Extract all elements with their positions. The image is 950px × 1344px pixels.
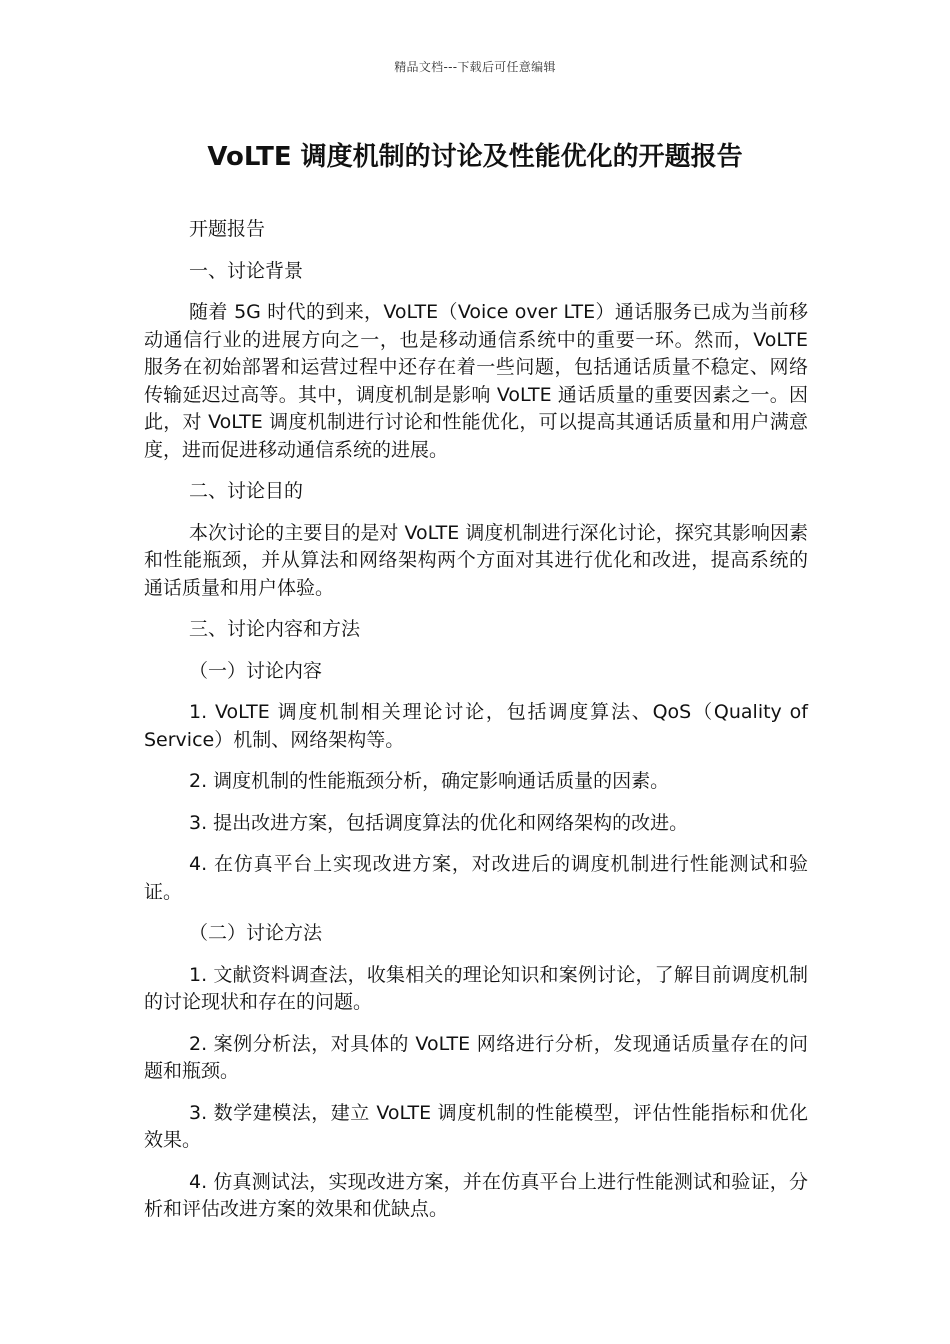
header-note: 精品文档---下载后可任意编辑 bbox=[394, 60, 556, 74]
method-item-3: 3. 数学建模法，建立 VoLTE 调度机制的性能模型，评估性能指标和优化效果。 bbox=[144, 1101, 808, 1151]
document-title: VoLTE 调度机制的讨论及性能优化的开题报告 bbox=[207, 142, 743, 172]
paragraph-purpose: 本次讨论的主要目的是对 VoLTE 调度机制进行深化讨论，探究其影响因素和性能瓶颈，并从算法和网络架构两个方面对其进行优化和改进，提高系统的通话质量和用户体验。 bbox=[144, 521, 808, 599]
section-heading-purpose: 二、讨论目的 bbox=[189, 480, 304, 502]
section-heading-report: 开题报告 bbox=[189, 218, 266, 240]
method-item-2: 2. 案例分析法，对具体的 VoLTE 网络进行分析，发现通话质量存在的问题和瓶颈。 bbox=[144, 1032, 808, 1082]
method-item-1: 1. 文献资料调查法，收集相关的理论知识和案例讨论，了解目前调度机制的讨论现状和存在的问题。 bbox=[144, 963, 808, 1013]
content-item-2: 2. 调度机制的性能瓶颈分析，确定影响通话质量的因素。 bbox=[189, 770, 670, 792]
subheading-method: （二）讨论方法 bbox=[189, 922, 323, 944]
document-body bbox=[144, 216, 808, 1238]
section-heading-background: 一、讨论背景 bbox=[189, 259, 304, 282]
content-item-4: 4. 在仿真平台上实现改进方案，对改进后的调度机制进行性能测试和验证。 bbox=[144, 853, 808, 903]
content-item-1: 1. VoLTE 调度机制相关理论讨论，包括调度算法、QoS（Quality of Service）机制、网络架构等。 bbox=[144, 701, 808, 751]
method-item-4: 4. 仿真测试法，实现改进方案，并在仿真平台上进行性能测试和验证，分析和评估改进方案的效果和优缺点。 bbox=[144, 1170, 808, 1220]
section-heading-content-method: 三、讨论内容和方法 bbox=[189, 618, 361, 640]
subheading-content: （一）讨论内容 bbox=[189, 659, 323, 682]
paragraph-background: 随着 5G 时代的到来，VoLTE（Voice over LTE）通话服务已成为当前移动通信行业的进展方向之一，也是移动通信系统中的重要一环。然而，VoLTE 服务在初始部署和运营过程中还存在着一些问题，包括通话质量不稳定、网络传输延迟过高等。其中，调度机制是影响 VoLTE 通话质量的重要因素之一。因此，对 VoLTE 调度机制进行讨论和性能优化，可以提高其通话质量和用户满意度，进而促进移动通信系统的进展。 bbox=[144, 301, 808, 461]
content-item-3: 3. 提出改进方案，包括调度算法的优化和网络架构的改进。 bbox=[189, 811, 689, 834]
